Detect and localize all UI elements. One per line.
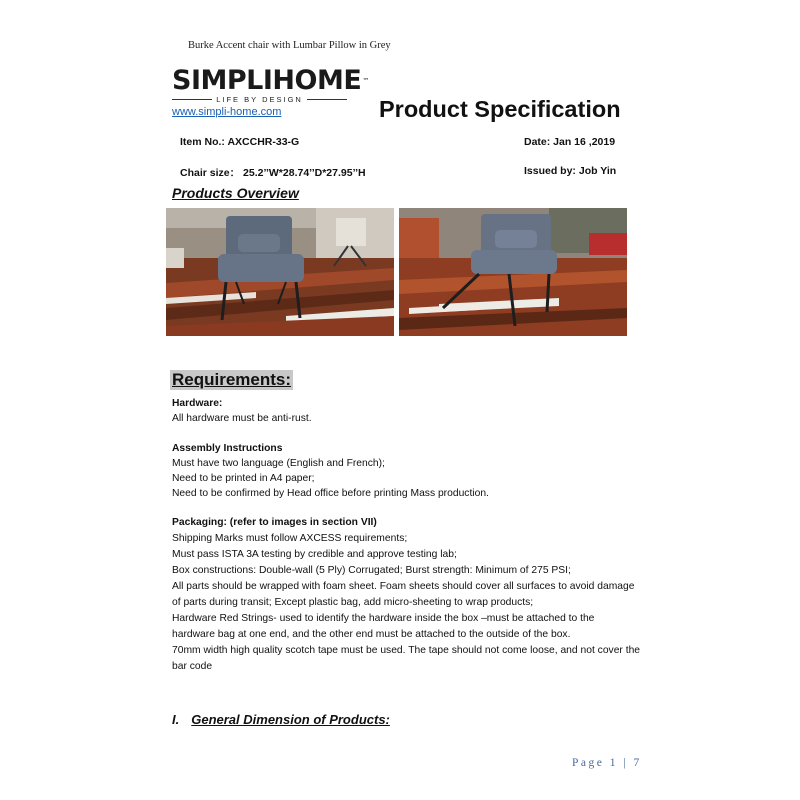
packaging-line: All parts should be wrapped with foam sheet. Foam sheets should cover all surfaces to avoid damage (172, 581, 635, 592)
assembly-line: Need to be printed in A4 paper; (172, 473, 315, 484)
products-overview-heading: Products Overview (172, 185, 299, 201)
logo-tagline (172, 95, 347, 104)
spec-date: Date: Jan 16 ,2019 (524, 136, 616, 148)
website-link[interactable]: www.simpli-home.com (172, 106, 282, 118)
packaging-line: Hardware Red Strings- used to identify the hardware inside the box –must be attached to the (172, 613, 595, 624)
document-title: Product Specification (379, 96, 621, 122)
packaging-line: Must pass ISTA 3A testing by credible and approve testing lab; (172, 549, 457, 560)
tagline-text: LIFE BY DESIGN (216, 95, 303, 104)
product-photo-angle (399, 208, 627, 336)
packaging-line: of parts during transit; Except plastic bag, add micro-sheeting to wrap products; (172, 597, 534, 608)
hardware-heading: Hardware: (172, 398, 223, 409)
tagline-rule-right (307, 99, 347, 100)
assembly-line: Need to be confirmed by Head office before printing Mass production. (172, 488, 489, 499)
general-dimension-heading (172, 712, 390, 727)
simplihome-logo (172, 64, 369, 104)
trademark-mark: ™ (362, 77, 369, 85)
packaging-line: 70mm width high quality scotch tape must be used. The tape should not come loose, and not cover the (172, 645, 641, 656)
chair-size: Chair size： 25.2’’W*28.74’’D*27.95’’H (180, 167, 366, 179)
logo-brand (172, 64, 369, 96)
document-header-note: Burke Accent chair with Lumbar Pillow in Grey (188, 40, 391, 51)
logo-brand-text: SIMPLIHOME (172, 65, 362, 96)
item-number: Item No.: AXCCHR-33-G (180, 136, 300, 148)
packaging-heading: Packaging: (refer to images in section VII) (172, 517, 377, 528)
section-label: General Dimension of Products: (191, 712, 390, 727)
packaging-line: Box constructions: Double-wall (5 Ply) Corrugated; Burst strength: Minimum of 275 PSI; (172, 565, 571, 576)
packaging-line: Shipping Marks must follow AXCESS requirements; (172, 533, 408, 544)
packaging-line: bar code (172, 661, 213, 672)
requirements-heading: Requirements: (172, 370, 292, 389)
issued-by: Issued by: Job Yin (524, 165, 617, 177)
assembly-heading: Assembly Instructions (172, 443, 283, 454)
hardware-line: All hardware must be anti-rust. (172, 413, 312, 424)
product-photo-front (166, 208, 394, 336)
page-number: Page 1 | 7 (572, 757, 642, 769)
assembly-line: Must have two language (English and French); (172, 458, 385, 469)
tagline-rule-left (172, 99, 212, 100)
section-numeral: I. (172, 712, 180, 727)
packaging-line: hardware bag at one end, and the other end must be attached to the outside of the box. (172, 629, 571, 640)
